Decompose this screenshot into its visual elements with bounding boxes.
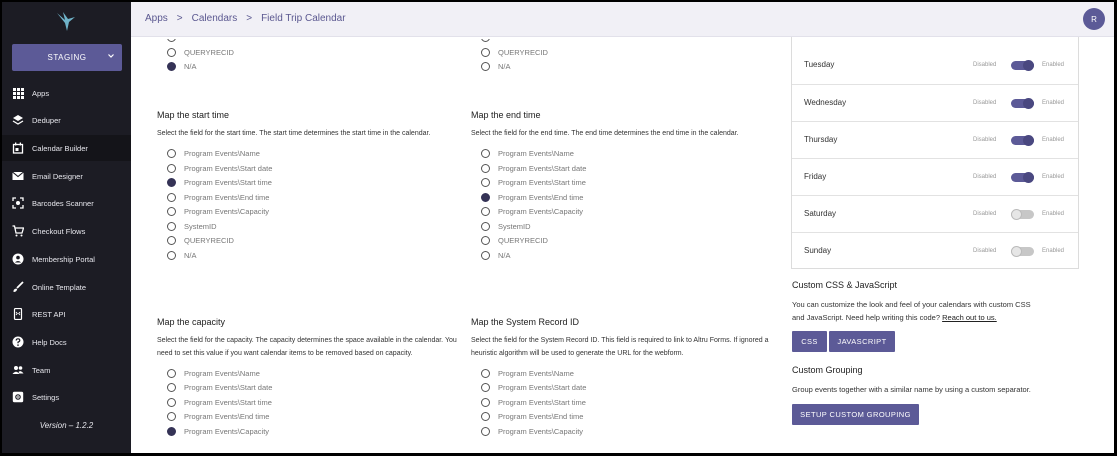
radio-label: Program Events\End time	[498, 412, 584, 422]
day-name: Saturday	[804, 209, 837, 218]
radio-option[interactable]	[481, 60, 548, 75]
radio-label: QUERYRECID	[184, 47, 234, 57]
radio-label: Program Events\Start date	[498, 163, 587, 173]
radio-unchecked-icon[interactable]	[481, 398, 490, 407]
section-description: Select the field for the end time. The end time determines the end time in the calendar.	[471, 130, 739, 137]
radio-unchecked-icon[interactable]	[167, 164, 176, 173]
radio-label: Program Events\End time	[184, 192, 270, 202]
top-bar	[131, 2, 1114, 37]
custom-grouping-title: Custom Grouping	[792, 365, 863, 375]
radio-option[interactable]	[481, 205, 771, 220]
sidebar-item-email-designer[interactable]	[2, 163, 131, 189]
day-toggle[interactable]	[1011, 247, 1034, 256]
cart-icon	[12, 225, 24, 237]
radio-unchecked-icon[interactable]	[167, 251, 176, 260]
radio-checked-icon[interactable]	[167, 178, 176, 187]
app-frame	[2, 2, 1114, 453]
chevron-down-icon	[107, 52, 115, 60]
sidebar	[2, 2, 131, 453]
radio-option[interactable]	[481, 424, 776, 439]
toggle-knob	[1023, 172, 1034, 183]
disabled-label: Disabled	[973, 248, 997, 254]
radio-unchecked-icon[interactable]	[167, 149, 176, 158]
toggle-knob	[1011, 246, 1022, 257]
radio-unchecked-icon[interactable]	[481, 427, 490, 436]
radio-checked-icon[interactable]	[167, 427, 176, 436]
sidebar-item-team[interactable]	[2, 357, 131, 383]
sidebar-item-deduper[interactable]	[2, 107, 131, 133]
radio-option[interactable]	[481, 161, 771, 176]
partial-radio-group-left	[167, 39, 234, 74]
radio-unchecked-icon[interactable]	[481, 236, 490, 245]
radio-option[interactable]	[167, 60, 234, 75]
radio-unchecked-icon[interactable]	[481, 178, 490, 187]
help-icon	[12, 336, 24, 348]
enabled-label: Enabled	[1042, 100, 1065, 106]
team-icon	[12, 364, 24, 376]
radio-label: N/A	[498, 250, 511, 260]
radio-unchecked-icon[interactable]	[481, 369, 490, 378]
sidebar-item-label: Membership Portal	[32, 254, 95, 264]
radio-label: Program Events\Start time	[184, 397, 272, 407]
reach-out-link[interactable]: Reach out to us.	[942, 313, 997, 322]
radio-label: Program Events\Start date	[184, 163, 273, 173]
capacity-section	[157, 317, 457, 439]
sidebar-item-label: Checkout Flows	[32, 226, 86, 236]
radio-label: Program Events\Name	[498, 149, 574, 159]
disabled-label: Disabled	[973, 100, 997, 106]
radio-unchecked-icon[interactable]	[167, 369, 176, 378]
radio-unchecked-icon[interactable]	[481, 62, 490, 71]
day-toggle[interactable]	[1011, 99, 1034, 108]
radio-label: SystemID	[498, 221, 531, 231]
radio-option[interactable]	[481, 176, 771, 191]
radio-unchecked-icon[interactable]	[481, 207, 490, 216]
radio-option[interactable]	[167, 395, 457, 410]
section-description: Select the field for the capacity. The capacity determines the space available in the calendar. You need to set this value if you want calendar items to be removed based on capacity.	[157, 337, 457, 357]
day-name: Sunday	[804, 246, 832, 255]
radio-unchecked-icon[interactable]	[481, 383, 490, 392]
record-id-section	[471, 317, 776, 439]
radio-option[interactable]	[167, 381, 457, 396]
sidebar-item-membership-portal[interactable]	[2, 246, 131, 272]
breadcrumb-apps[interactable]: Apps	[145, 13, 168, 24]
breadcrumb-current: Field Trip Calendar	[261, 13, 346, 24]
javascript-button[interactable]: JAVASCRIPT	[829, 331, 895, 352]
sidebar-item-label: Settings	[32, 392, 60, 402]
sidebar-item-label: Team	[32, 365, 51, 375]
radio-option[interactable]	[481, 366, 776, 381]
sidebar-item-help-docs[interactable]	[2, 329, 131, 355]
radio-label: Program Events\End time	[184, 412, 270, 422]
sidebar-item-label: REST API	[32, 309, 66, 319]
radio-option[interactable]	[481, 45, 548, 60]
radio-unchecked-icon[interactable]	[481, 149, 490, 158]
section-title: Map the capacity	[157, 317, 226, 327]
radio-option[interactable]	[167, 205, 457, 220]
radio-label: Program Events\Name	[498, 368, 574, 378]
radio-option[interactable]	[167, 45, 234, 60]
day-row-wednesday	[792, 84, 1078, 121]
radio-option[interactable]	[481, 234, 771, 249]
radio-label: Program Events\End time	[498, 192, 584, 202]
radio-option[interactable]	[167, 234, 457, 249]
day-row-thursday	[792, 121, 1078, 158]
radio-checked-icon[interactable]	[481, 193, 490, 202]
brush-icon	[12, 281, 24, 293]
radio-option[interactable]	[167, 366, 457, 381]
day-row-tuesday	[792, 47, 1078, 84]
scan-icon	[12, 197, 24, 209]
radio-unchecked-icon[interactable]	[481, 222, 490, 231]
section-title: Map the System Record ID	[471, 317, 580, 327]
day-name: Tuesday	[804, 60, 835, 69]
toggle-knob	[1011, 209, 1022, 220]
day-row-friday	[792, 158, 1078, 195]
account-icon	[12, 253, 24, 265]
radio-label: Program Events\Capacity	[498, 426, 584, 436]
radio-label: Program Events\Name	[184, 368, 260, 378]
sidebar-item-label: Email Designer	[32, 171, 83, 181]
toggle-knob	[1023, 60, 1034, 71]
radio-label: QUERYRECID	[498, 236, 548, 246]
radio-unchecked-icon[interactable]	[167, 222, 176, 231]
section-title: Map the end time	[471, 110, 541, 120]
radio-unchecked-icon[interactable]	[167, 398, 176, 407]
radio-option[interactable]	[167, 424, 457, 439]
partial-radio-group-right	[481, 39, 548, 74]
radio-unchecked-icon[interactable]	[481, 164, 490, 173]
radio-unchecked-icon[interactable]	[167, 383, 176, 392]
breadcrumb	[145, 13, 346, 24]
day-row-sunday	[792, 232, 1078, 269]
enabled-label: Enabled	[1042, 211, 1065, 217]
sidebar-item-barcodes-scanner[interactable]	[2, 190, 131, 216]
radio-label: Program Events\Capacity	[184, 207, 270, 217]
radio-unchecked-icon[interactable]	[167, 48, 176, 57]
radio-unchecked-icon[interactable]	[167, 207, 176, 216]
radio-label: Program Events\Start time	[498, 397, 586, 407]
radio-label: Program Events\Name	[184, 149, 260, 159]
grid-icon	[12, 87, 24, 99]
radio-label: SystemID	[184, 221, 217, 231]
sidebar-item-apps[interactable]	[2, 80, 131, 106]
enabled-label: Enabled	[1042, 137, 1065, 143]
sidebar-item-rest-api[interactable]	[2, 301, 131, 327]
setup-custom-grouping-button[interactable]: SETUP CUSTOM GROUPING	[792, 404, 919, 425]
radio-option[interactable]	[481, 219, 771, 234]
radio-label: Program Events\Capacity	[498, 207, 584, 217]
radio-option[interactable]	[481, 381, 776, 396]
radio-unchecked-icon[interactable]	[167, 193, 176, 202]
radio-label: Program Events\Capacity	[184, 426, 270, 436]
end-time-section	[471, 110, 771, 263]
disabled-label: Disabled	[973, 174, 997, 180]
radio-label: QUERYRECID	[498, 47, 548, 57]
breadcrumb-separator: >	[246, 13, 253, 24]
sidebar-item-settings[interactable]	[2, 384, 131, 410]
day-toggle[interactable]	[1011, 173, 1034, 182]
start-time-section	[157, 110, 457, 263]
radio-option[interactable]	[481, 395, 776, 410]
enabled-label: Enabled	[1042, 174, 1065, 180]
enabled-label: Enabled	[1042, 248, 1065, 254]
avatar[interactable]: R	[1083, 8, 1105, 30]
radio-label: QUERYRECID	[184, 236, 234, 246]
radio-option[interactable]	[481, 147, 771, 162]
css-button[interactable]: CSS	[792, 331, 827, 352]
sidebar-item-checkout-flows[interactable]	[2, 218, 131, 244]
day-name: Thursday	[804, 135, 838, 144]
breadcrumb-calendars[interactable]: Calendars	[191, 13, 238, 24]
custom-css-title: Custom CSS & JavaScript	[792, 280, 898, 290]
radio-label: N/A	[184, 250, 197, 260]
disabled-label: Disabled	[973, 211, 997, 217]
radio-unchecked-icon[interactable]	[481, 48, 490, 57]
radio-unchecked-icon[interactable]	[481, 412, 490, 421]
weekday-toggle-panel	[791, 37, 1079, 269]
day-toggle[interactable]	[1011, 61, 1034, 70]
radio-checked-icon[interactable]	[167, 62, 176, 71]
sidebar-item-label: Barcodes Scanner	[32, 198, 94, 208]
day-toggle[interactable]	[1011, 136, 1034, 145]
radio-option[interactable]	[481, 190, 771, 205]
radio-option[interactable]	[481, 410, 776, 425]
version-label: Version – 1.2.2	[39, 421, 94, 430]
radio-option[interactable]	[167, 161, 457, 176]
sidebar-item-label: Apps	[32, 88, 50, 98]
enabled-label: Enabled	[1042, 62, 1065, 68]
calendar-icon	[12, 142, 24, 154]
day-row-saturday	[792, 195, 1078, 232]
section-title: Map the start time	[157, 110, 230, 120]
custom-grouping-description: Group events together with a similar name by using a custom separator.	[792, 385, 1031, 394]
custom-css-section	[792, 280, 1092, 324]
radio-label: N/A	[498, 62, 511, 72]
breadcrumb-separator: >	[176, 13, 183, 24]
disabled-label: Disabled	[973, 62, 997, 68]
day-name: Friday	[804, 172, 827, 181]
mail-icon	[12, 170, 24, 182]
radio-label: N/A	[184, 62, 197, 72]
day-name: Wednesday	[804, 98, 847, 107]
settings-icon	[12, 391, 24, 403]
sidebar-item-label: Calendar Builder	[32, 143, 88, 153]
radio-option[interactable]	[167, 219, 457, 234]
disabled-label: Disabled	[973, 137, 997, 143]
radio-option[interactable]	[481, 248, 771, 263]
radio-option[interactable]	[167, 147, 457, 162]
radio-label: Program Events\Start date	[184, 383, 273, 393]
radio-unchecked-icon[interactable]	[481, 251, 490, 260]
sidebar-item-label: Deduper	[32, 115, 61, 125]
radio-option[interactable]	[167, 190, 457, 205]
phone-api-icon	[12, 308, 24, 320]
environment-label: STAGING	[47, 53, 87, 62]
environment-selector[interactable]	[12, 44, 122, 71]
day-toggle[interactable]	[1011, 210, 1034, 219]
radio-unchecked-icon[interactable]	[167, 236, 176, 245]
radio-label: Program Events\Start time	[498, 178, 586, 188]
section-description: Select the field for the start time. The start time determines the start time in the calendar.	[157, 130, 431, 137]
sidebar-item-online-template[interactable]	[2, 274, 131, 300]
toggle-knob	[1023, 98, 1034, 109]
sidebar-item-calendar-builder[interactable]	[2, 135, 131, 161]
radio-label: Program Events\Start date	[498, 383, 587, 393]
sidebar-item-label: Online Template	[32, 282, 87, 292]
custom-css-description: You can customize the look and feel of your calendars with custom CSS and JavaScript. Need help writing this code? Reach out to us.	[792, 300, 1031, 322]
layers-icon	[12, 114, 24, 126]
radio-label: Program Events\Start time	[184, 178, 272, 188]
section-description: Select the field for the System Record ID. This field is required to link to Altru Forms. If ignored a heuristic algorithm will be used to generate the URL for the webform.	[471, 337, 769, 357]
sidebar-item-label: Help Docs	[32, 337, 67, 347]
radio-unchecked-icon[interactable]	[167, 412, 176, 421]
radio-option[interactable]	[167, 176, 457, 191]
radio-option[interactable]	[167, 410, 457, 425]
radio-option[interactable]	[167, 248, 457, 263]
hummingbird-logo-icon	[53, 8, 79, 34]
toggle-knob	[1023, 135, 1034, 146]
